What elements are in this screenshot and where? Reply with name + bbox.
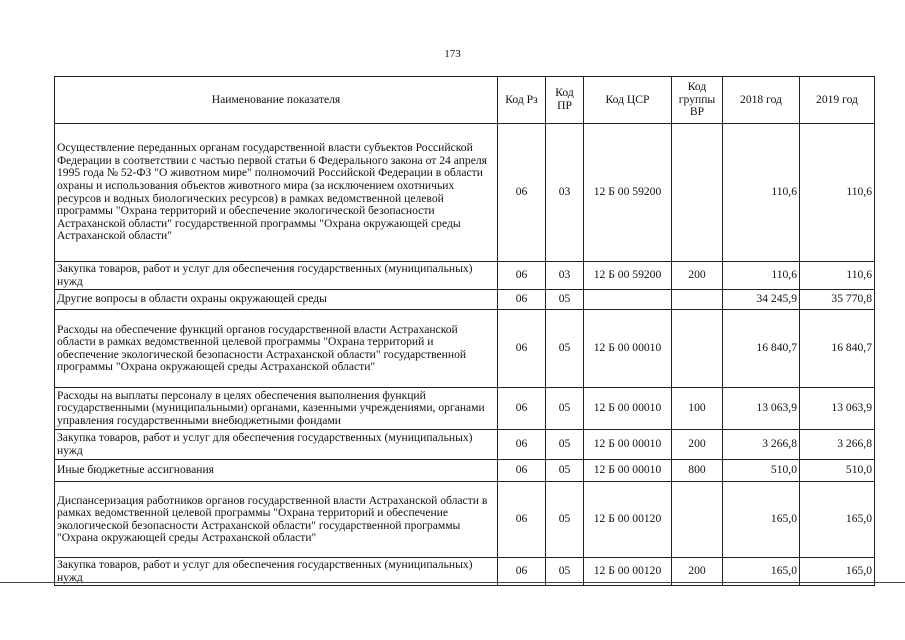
- cell-rz: 06: [498, 430, 546, 460]
- cell-rz: 06: [498, 460, 546, 482]
- cell-vr: [672, 124, 723, 262]
- header-csr: Код ЦСР: [584, 77, 672, 124]
- cell-csr: 12 Б 00 59200: [584, 262, 672, 290]
- cell-name: Расходы на обеспечение функций органов государственной власти Астраханской области в рамках ведомственной целевой программы "Охрана территорий и обеспечение экологической безопасности Астраханской области" государственной программы "Охрана окружающей среды Астраханской области": [55, 310, 498, 388]
- page-cut-line: [0, 582, 905, 583]
- cell-name: Иные бюджетные ассигнования: [55, 460, 498, 482]
- cell-rz: 06: [498, 262, 546, 290]
- cell-2019: 110,6: [800, 262, 875, 290]
- cell-name: Закупка товаров, работ и услуг для обеспечения государственных (муниципальных) нужд: [55, 558, 498, 586]
- cell-2019: 165,0: [800, 558, 875, 586]
- cell-name: Осуществление переданных органам государственной власти субъектов Российской Федерации в соответствии с частью первой статьи 6 Федерального закона от 24 апреля 1995 года № 52-ФЗ "О животном мире" полномочий Российской Федерации в области охраны и использования объектов животного мира (за исключением охотничьих ресурсов и водных биологических ресурсов) в рамках ведомственной целевой программы "Охрана территорий и обеспечение экологической безопасности Астраханской области" государственной программы "Охрана окружающей среды Астраханской области": [55, 124, 498, 262]
- cell-csr: [584, 290, 672, 310]
- cell-csr: 12 Б 00 00120: [584, 482, 672, 558]
- cell-rz: 06: [498, 124, 546, 262]
- header-vr: Код группы ВР: [672, 77, 723, 124]
- cell-2018: 165,0: [723, 482, 800, 558]
- cell-2018: 110,6: [723, 262, 800, 290]
- table-row: [55, 310, 875, 388]
- cell-vr: 200: [672, 262, 723, 290]
- header-pr: Код ПР: [546, 77, 584, 124]
- cell-rz: 06: [498, 388, 546, 430]
- header-2019: 2019 год: [800, 77, 875, 124]
- header-name: Наименование показателя: [55, 77, 498, 124]
- cell-2018: 3 266,8: [723, 430, 800, 460]
- cell-pr: 05: [546, 290, 584, 310]
- table-row: [55, 460, 875, 482]
- cell-2018: 165,0: [723, 558, 800, 586]
- cell-vr: [672, 290, 723, 310]
- cell-2018: 110,6: [723, 124, 800, 262]
- table-row: [55, 290, 875, 310]
- cell-name: Закупка товаров, работ и услуг для обеспечения государственных (муниципальных) нужд: [55, 262, 498, 290]
- header-2018: 2018 год: [723, 77, 800, 124]
- cell-csr: 12 Б 00 59200: [584, 124, 672, 262]
- cell-name: Закупка товаров, работ и услуг для обеспечения государственных (муниципальных) нужд: [55, 430, 498, 460]
- cell-pr: 03: [546, 124, 584, 262]
- cell-csr: 12 Б 00 00010: [584, 430, 672, 460]
- budget-table: [54, 76, 875, 586]
- cell-2019: 35 770,8: [800, 290, 875, 310]
- cell-pr: 05: [546, 388, 584, 430]
- cell-pr: 05: [546, 430, 584, 460]
- cell-2019: 16 840,7: [800, 310, 875, 388]
- cell-2018: 16 840,7: [723, 310, 800, 388]
- table-row: [55, 124, 875, 262]
- cell-pr: 05: [546, 460, 584, 482]
- cell-2018: 13 063,9: [723, 388, 800, 430]
- header-rz: Код Рз: [498, 77, 546, 124]
- cell-rz: 06: [498, 310, 546, 388]
- cell-2019: 3 266,8: [800, 430, 875, 460]
- cell-name: Другие вопросы в области охраны окружающей среды: [55, 290, 498, 310]
- cell-2019: 110,6: [800, 124, 875, 262]
- cell-csr: 12 Б 00 00010: [584, 460, 672, 482]
- cell-2019: 13 063,9: [800, 388, 875, 430]
- cell-rz: 06: [498, 482, 546, 558]
- cell-csr: 12 Б 00 00010: [584, 388, 672, 430]
- cell-vr: 800: [672, 460, 723, 482]
- table-header-row: [55, 77, 875, 124]
- cell-vr: [672, 310, 723, 388]
- cell-csr: 12 Б 00 00120: [584, 558, 672, 586]
- cell-pr: 03: [546, 262, 584, 290]
- table-row: [55, 262, 875, 290]
- cell-rz: 06: [498, 558, 546, 586]
- cell-rz: 06: [498, 290, 546, 310]
- cell-2019: 510,0: [800, 460, 875, 482]
- table-row: [55, 388, 875, 430]
- cell-csr: 12 Б 00 00010: [584, 310, 672, 388]
- cell-vr: 200: [672, 558, 723, 586]
- table-row: [55, 482, 875, 558]
- cell-pr: 05: [546, 310, 584, 388]
- table-row: [55, 430, 875, 460]
- cell-vr: 200: [672, 430, 723, 460]
- page-number: 173: [444, 48, 461, 60]
- cell-pr: 05: [546, 558, 584, 586]
- cell-2019: 165,0: [800, 482, 875, 558]
- cell-vr: [672, 482, 723, 558]
- cell-2018: 34 245,9: [723, 290, 800, 310]
- cell-2018: 510,0: [723, 460, 800, 482]
- cell-pr: 05: [546, 482, 584, 558]
- cell-vr: 100: [672, 388, 723, 430]
- cell-name: Расходы на выплаты персоналу в целях обеспечения выполнения функций государственными (муниципальными) органами, казенными учреждениями, органами управления государственными внебюджетными фондами: [55, 388, 498, 430]
- cell-name: Диспансеризация работников органов государственной власти Астраханской области в рамках ведомственной целевой программы "Охрана территорий и обеспечение экологической безопасности Астраханской области" государственной программы "Охрана окружающей среды Астраханской области": [55, 482, 498, 558]
